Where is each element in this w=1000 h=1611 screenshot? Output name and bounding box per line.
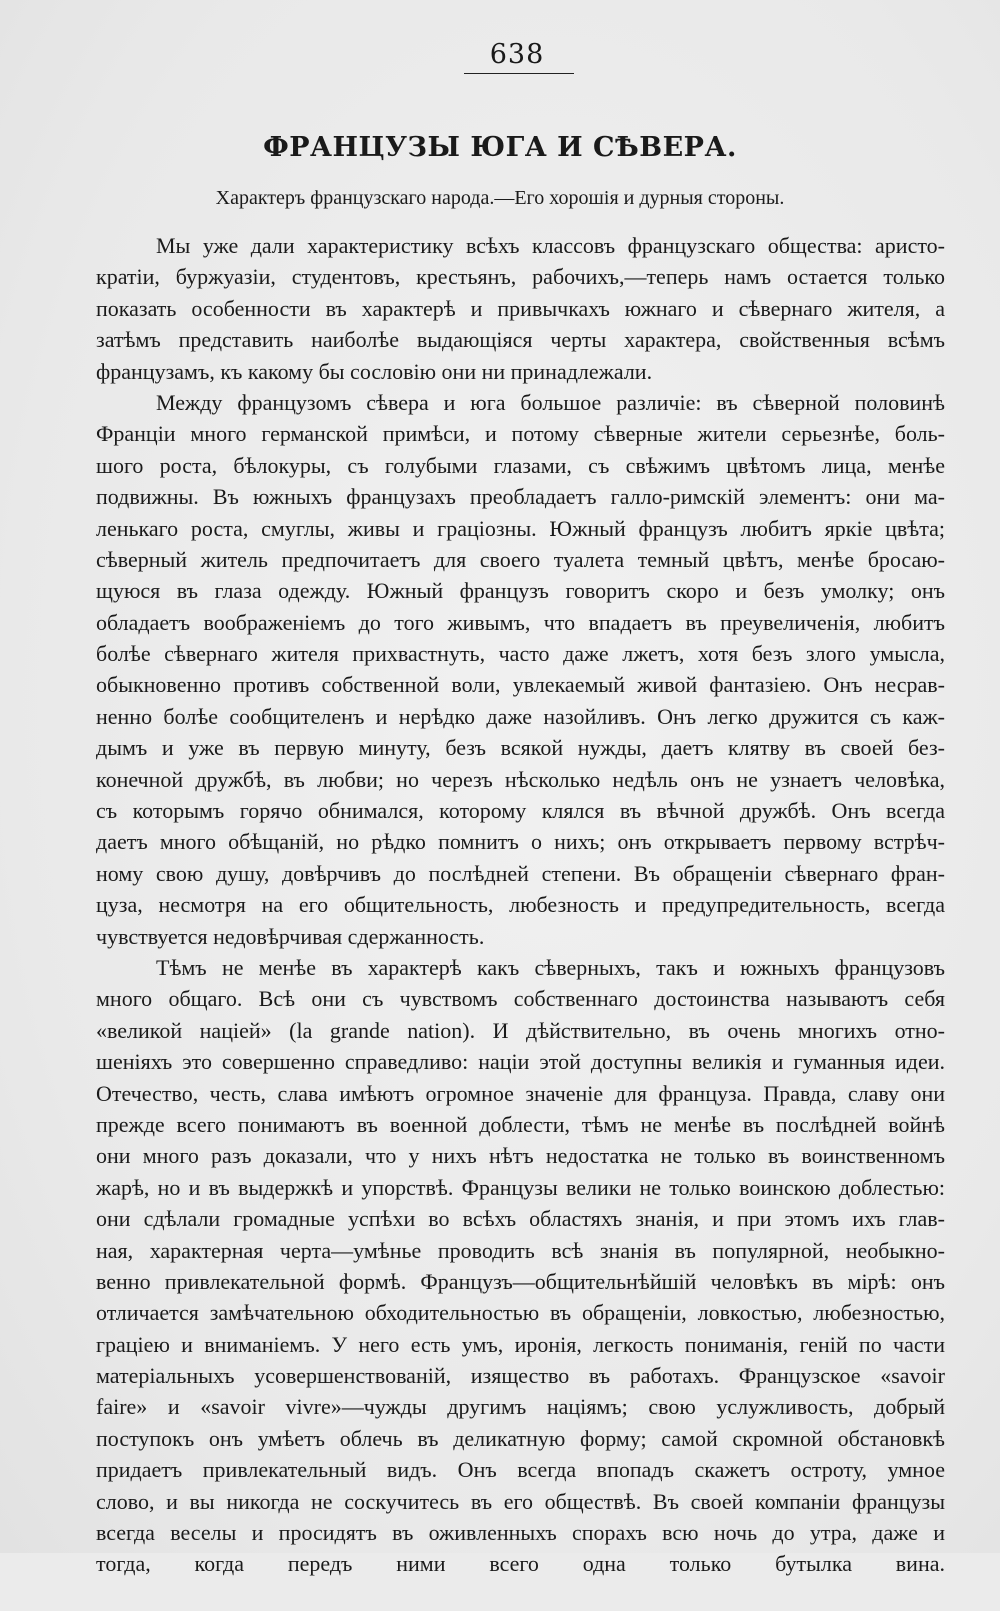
text-line: французамъ, къ какому бы сословію они ни принадлежали. <box>96 358 653 384</box>
text-line: граціею и вниманіемъ. У него есть умъ, иронія, легкость пониманія, геній по части <box>96 1331 945 1357</box>
text-line: ненно болѣе сообщителенъ и нерѣдко даже назойливъ. Онъ легко дружится съ каж- <box>96 703 945 729</box>
text-line: Мы уже дали характеристику всѣхъ классовъ французскаго общества: аристо- <box>156 233 945 258</box>
text-line: щуюся въ глаза одежду. Южный французъ говоритъ скоро и безъ умолку; онъ <box>96 578 945 604</box>
text-line: обладаетъ воображеніемъ до того живымъ, что впадаетъ въ преувеличенія, любитъ <box>96 609 945 635</box>
text-line: венно привлекательной формѣ. Французъ—общительнѣйшій человѣкъ въ мірѣ: онъ <box>96 1268 945 1294</box>
text-line: дымъ и уже въ первую минуту, безъ всякой нужды, даетъ клятву въ своей без- <box>96 735 945 761</box>
text-line: жарѣ, но и въ выдержкѣ и упорствѣ. Французы велики не только воинскою доблестью: <box>96 1174 945 1200</box>
text-line: ленькаго роста, смуглы, живы и граціозны. Южный французъ любитъ яркіе цвѣта; <box>96 515 945 541</box>
text-line: придаетъ привлекательный видъ. Онъ всегда впопадъ скажетъ остроту, умное <box>96 1457 945 1483</box>
text-line: затѣмъ представить наиболѣе выдающіяся черты характера, свойственныя всѣмъ <box>96 327 945 353</box>
text-line: шеніяхъ это совершенно справедливо: націи этой доступны великія и гуманныя идеи. <box>96 1049 945 1075</box>
text-line: кратіи, буржуазіи, студентовъ, крестьянъ, рабочихъ,—теперь намъ остается только <box>96 264 945 290</box>
chapter-title: ФРАНЦУЗЫ ЮГА И СѢВЕРА. <box>263 132 737 163</box>
page-number-rule <box>464 73 574 74</box>
text-line: всегда веселы и просидятъ въ оживленныхъ спорахъ всю ночь до утра, даже и <box>96 1520 945 1546</box>
text-line: конечной дружбѣ, въ любви; но черезъ нѣсколько недѣль онъ не узнаетъ человѣка, <box>96 766 945 792</box>
text-line: Тѣмъ не менѣе въ характерѣ какъ сѣверныхъ, такъ и южныхъ французовъ <box>156 954 945 980</box>
text-line: шого роста, бѣлокуры, съ голубыми глазами, съ свѣжимъ цвѣтомъ лица, менѣе <box>96 452 945 478</box>
text-line: подвижны. Въ южныхъ французахъ преобладаетъ галло-римскій элементъ: они ма- <box>96 484 945 510</box>
body-text <box>96 230 945 1611</box>
text-line: обыкновенно противъ собственной воли, увлекаемый живой фантазіею. Онъ несрав- <box>96 672 945 698</box>
text-line: они сдѣлали громадные успѣхи во всѣхъ областяхъ знанія, и при этомъ ихъ глав- <box>96 1206 945 1232</box>
text-line: Франціи много германской примѣси, и потому сѣверные жители серьезнѣе, боль- <box>96 421 945 447</box>
text-line <box>96 1580 945 1611</box>
text-line: много общаго. Всѣ они съ чувствомъ собственнаго достоинства называютъ себя <box>96 986 945 1012</box>
text-line: даетъ много обѣщаній, но рѣдко помнитъ о нихъ; онъ открываетъ первому встрѣч- <box>96 829 945 855</box>
page-number: 638 <box>489 39 545 70</box>
text-line: прежде всего понимаютъ въ военной доблести, тѣмъ не менѣе въ послѣдней войнѣ <box>96 1111 945 1137</box>
text-line: матеріальныхъ усовершенствованій, изящество въ работахъ. Французское «savoir <box>96 1363 945 1389</box>
text-line: «великой націей» (la grande nation). И дѣйствительно, въ очень многихъ отно- <box>96 1017 945 1043</box>
text-line: съ которымъ горячо обнимался, которому клялся въ вѣчной дружбѣ. Онъ всегда <box>96 798 945 824</box>
text-line: показать особенности въ характерѣ и привычкахъ южнаго и сѣвернаго жителя, а <box>96 295 945 321</box>
chapter-subtitle: Характеръ французскаго народа.—Его хорошія и дурныя стороны. <box>215 187 785 209</box>
text-line: Отечество, честь, слава имѣютъ огромное значеніе для француза. Правда, славу они <box>96 1080 945 1106</box>
text-line: ному свою душу, довѣрчивъ до послѣдней степени. Въ обращеніи сѣвернаго фран- <box>96 860 945 886</box>
text-line: faire» и «savoir vivre»—чужды другимъ націямъ; свою услужливость, добрый <box>96 1394 945 1420</box>
text-line: ная, характерная черта—умѣнье проводить всѣ знанія въ популярной, необыкно- <box>96 1237 945 1263</box>
text-line: поступокъ онъ умѣетъ облечь въ деликатную форму; самой скромной обстановкѣ <box>96 1425 945 1451</box>
text-line: Между французомъ сѣвера и юга большое различіе: въ сѣверной половинѣ <box>156 389 945 415</box>
text-line: болѣе сѣвернаго жителя прихвастнуть, часто даже лжетъ, хотя безъ злого умысла, <box>96 641 945 667</box>
text-line: слово, и вы никогда не соскучитесь въ его обществѣ. Въ своей компаніи французы <box>96 1488 945 1514</box>
text-line: чувствуется недовѣрчивая сдержанность. <box>96 923 485 949</box>
text-line: сѣверный житель предпочитаетъ для своего туалета темный цвѣтъ, менѣе бросаю- <box>96 546 945 572</box>
text-line: тогда, когда передъ ними всего одна только бутылка вина. <box>96 1551 945 1577</box>
text-line: цуза, несмотря на его общительность, любезность и предупредительность, всегда <box>96 892 945 918</box>
text-line: отличается замѣчательною обходительностью въ обращеніи, ловкостью, любезностью, <box>96 1300 945 1326</box>
text-line: они много разъ доказали, что у нихъ нѣтъ недостатка не только въ воинственномъ <box>96 1143 945 1169</box>
